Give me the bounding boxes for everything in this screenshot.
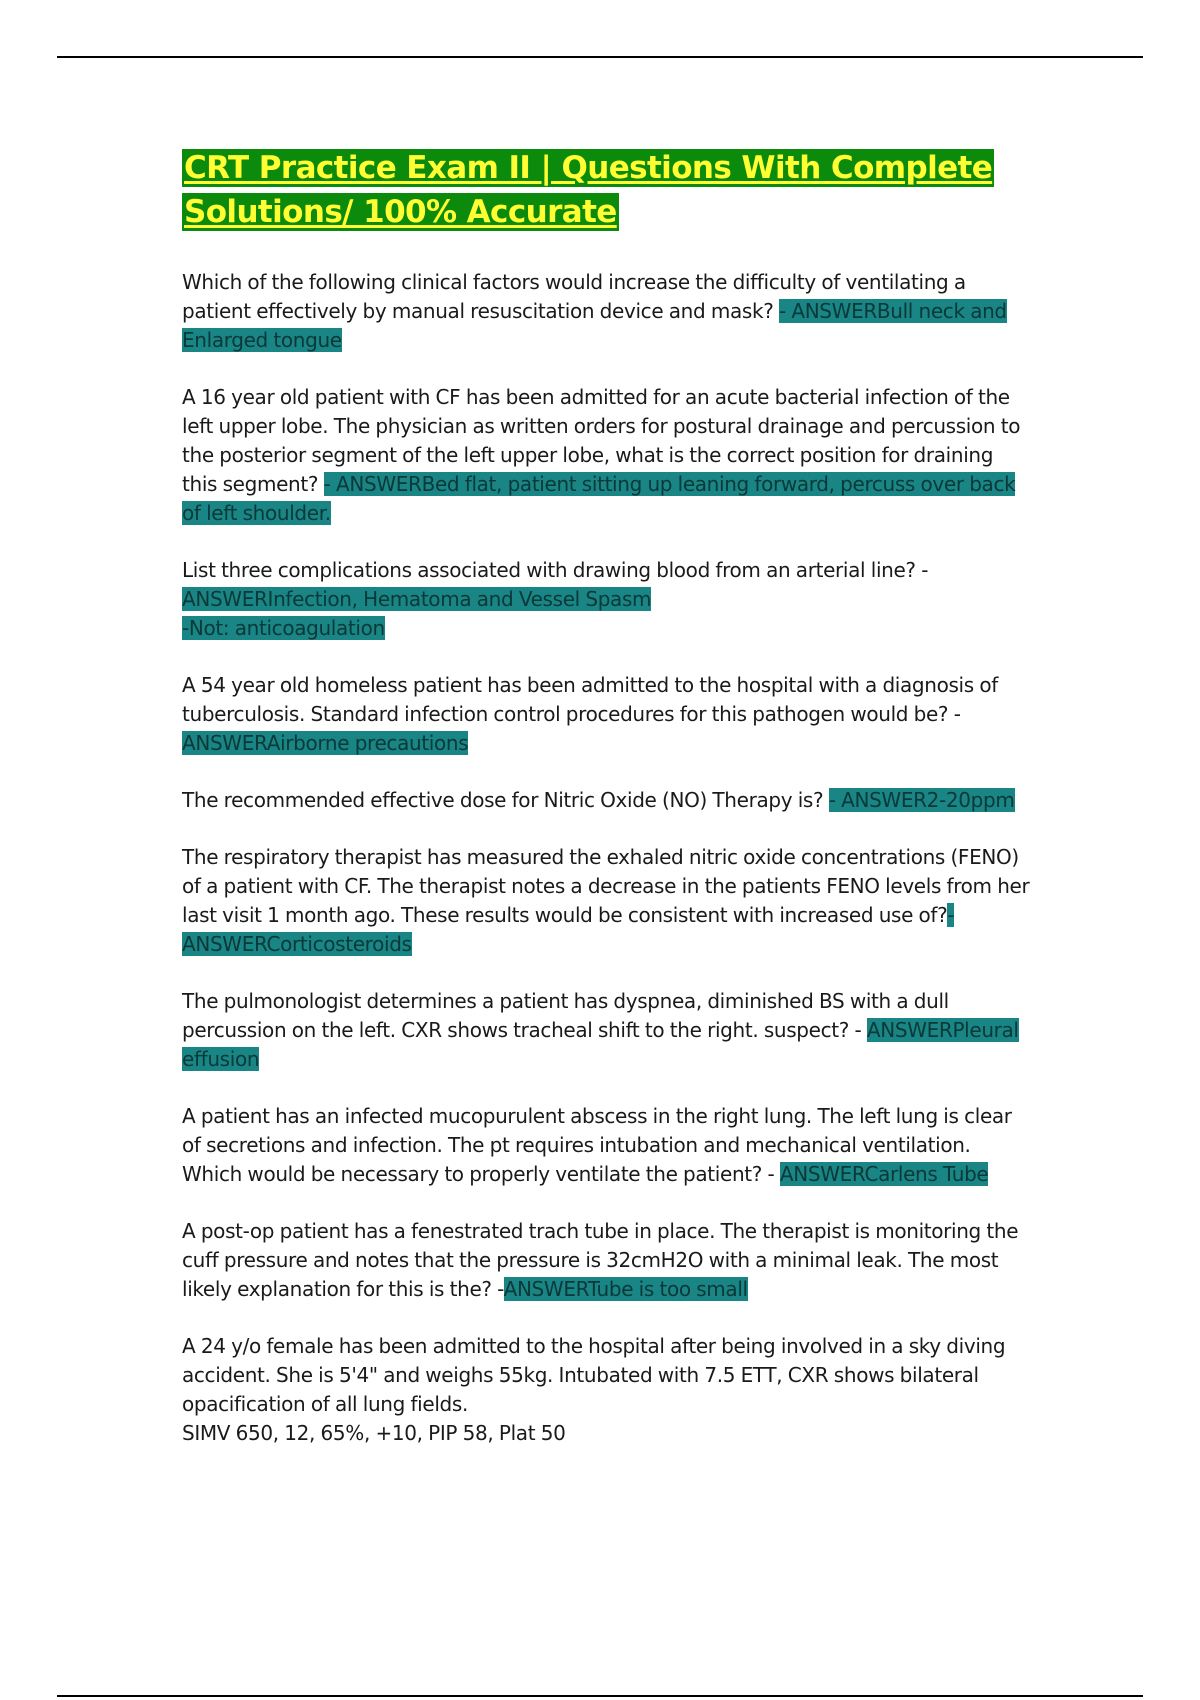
- header-rule: [57, 56, 1143, 58]
- document-body: [182, 146, 1032, 1476]
- answer-highlight: - ANSWERBull neck and Enlarged tongue: [182, 299, 1007, 352]
- answer-highlight: ANSWERInfection, Hematoma and Vessel Spasm: [182, 587, 652, 611]
- question-text: Which of the following clinical factors would increase the difficulty of ventilating a patient effectively by manual resuscitation device and mask?: [182, 270, 966, 323]
- qa-item-5: [182, 786, 1032, 815]
- answer-highlight: - ANSWERBed flat, patient sitting up leaning forward, percuss over back of left shoulder.: [182, 472, 1016, 525]
- question-text: A 16 year old patient with CF has been admitted for an acute bacterial infection of the left upper lobe. The physician as written orders for postural drainage and percussion to the posterior segment of the left upper lobe, what is the correct position for draining this segment?: [182, 385, 1021, 496]
- qa-item-3: [182, 556, 1032, 643]
- question-text: The recommended effective dose for Nitric Oxide (NO) Therapy is?: [182, 788, 829, 812]
- question-text: A 24 y/o female has been admitted to the hospital after being involved in a sky diving accident. She is 5'4" and weighs 55kg. Intubated with 7.5 ETT, CXR shows bilateral opacification of all lung fields.: [182, 1334, 1006, 1416]
- answer-highlight: - ANSWERCorticosteroids: [182, 903, 955, 956]
- answer-highlight: ANSWERCarlens Tube: [779, 1162, 989, 1186]
- qa-item-8: [182, 1102, 1032, 1189]
- question-text: A 54 year old homeless patient has been admitted to the hospital with a diagnosis of tuberculosis. Standard infection control procedures for this pathogen would be? -: [182, 673, 998, 726]
- document-title-text: CRT Practice Exam II | Questions With Complete Solutions/ 100% Accurate: [184, 150, 993, 230]
- answer-highlight: ANSWERAirborne precautions: [182, 731, 469, 755]
- qa-item-1: [182, 268, 1032, 355]
- qa-item-4: [182, 671, 1032, 758]
- question-text: The pulmonologist determines a patient has dyspnea, diminished BS with a dull percussion on the left. CXR shows tracheal shift to the right. suspect? -: [182, 989, 949, 1042]
- answer-highlight: - ANSWER2-20ppm: [828, 788, 1015, 812]
- ventilator-settings-text: SIMV 650, 12, 65%, +10, PIP 58, Plat 50: [182, 1421, 566, 1445]
- question-text: The respiratory therapist has measured the exhaled nitric oxide concentrations (FENO) of a patient with CF. The therapist notes a decrease in the patients FENO levels from her last visit 1 month ago. These results would be consistent with increased use of?: [182, 845, 1030, 927]
- answer-highlight: ANSWERTube is too small: [503, 1277, 748, 1301]
- question-text: A patient has an infected mucopurulent abscess in the right lung. The left lung is clear of secretions and infection. The pt requires intubation and mechanical ventilation. Which would be necessary to properly ventilate the patient? -: [182, 1104, 1012, 1186]
- qa-item-6: [182, 843, 1032, 959]
- qa-item-10: [182, 1332, 1032, 1448]
- answer-note-highlight: -Not: anticoagulation: [182, 616, 385, 640]
- qa-item-9: [182, 1217, 1032, 1304]
- question-text: A post-op patient has a fenestrated trach tube in place. The therapist is monitoring the cuff pressure and notes that the pressure is 32cmH2O with a minimal leak. The most likely explanation for this is the? -: [182, 1219, 1019, 1301]
- question-text: List three complications associated with drawing blood from an arterial line? -: [182, 558, 929, 582]
- document-title: [182, 146, 1032, 234]
- qa-item-2: [182, 383, 1032, 528]
- qa-item-7: [182, 987, 1032, 1074]
- footer-rule: [57, 1695, 1143, 1697]
- answer-highlight: ANSWERPleural effusion: [182, 1018, 1019, 1071]
